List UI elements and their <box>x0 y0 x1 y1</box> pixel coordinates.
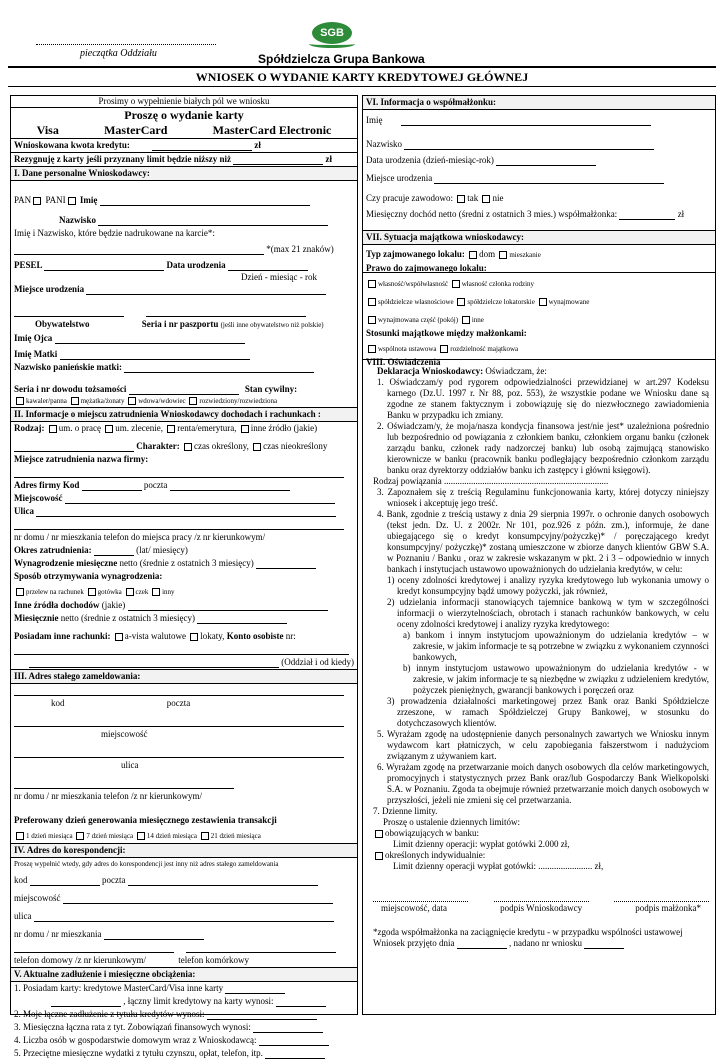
spouse-first-name-field[interactable] <box>401 116 651 126</box>
statement-label: Preferowany dzień generowania miesięcznego zestawienia transakcji <box>14 815 277 825</box>
applicant-signature-field[interactable] <box>494 892 589 902</box>
s4-house-field[interactable] <box>104 930 204 940</box>
resign-row: Rezygnuję z karty jeśli przyznany limit będzie niższy niż zł <box>11 153 357 167</box>
monthly-income-field[interactable] <box>197 614 287 624</box>
pesel-row: PESEL Data urodzenia <box>11 256 357 272</box>
s4-code-row: kod poczta <box>11 871 357 887</box>
maiden-row: Nazwisko panieńskie matki: <box>11 361 357 374</box>
other-method-checkbox[interactable] <box>152 588 160 596</box>
custom-limits-checkbox[interactable] <box>375 852 383 860</box>
other-income-field[interactable] <box>128 601 328 611</box>
statement-options: 1 dzień miesiąca 7 dzień miesiąca 14 dzień miesiąca 21 dzień miesiąca <box>11 827 357 844</box>
coop-ownership-checkbox[interactable] <box>368 298 376 306</box>
section-6-title: VI. Informacja o współmałżonku: <box>363 96 715 110</box>
pani-checkbox[interactable] <box>68 197 76 205</box>
mother-field[interactable] <box>60 350 250 360</box>
spouse-pob-row: Miejsce urodzenia <box>363 167 715 185</box>
s4-street-field[interactable] <box>34 912 334 922</box>
employer-postcode-field[interactable] <box>82 481 142 491</box>
s3-phone-field[interactable] <box>14 779 234 789</box>
received-date-field[interactable] <box>457 939 507 949</box>
monthly-row: Miesięcznie netto (średnie z ostatnich 3 miesięcy) <box>11 612 357 625</box>
employer-label: Miejsce zatrudnienia nazwa firmy: <box>14 454 149 464</box>
declaration-7d-row: określonych indywidualnie: <box>373 850 709 861</box>
character-row: Charakter: czas określony, czas nieokreślony <box>11 435 357 453</box>
employer-street-field[interactable] <box>36 507 336 517</box>
ownership-label: Prawo do zajmowanego lokalu: <box>366 263 487 273</box>
expenses-field[interactable] <box>265 1049 325 1059</box>
s4-city-field[interactable] <box>63 894 333 904</box>
statement-day7-checkbox[interactable] <box>76 832 84 840</box>
property-relations-row: wspólnota ustawowa rozdzielność majątkowa <box>363 340 715 356</box>
s4-city-row: miejscowość <box>11 887 357 905</box>
pob-row: Miejsce urodzenia <box>11 283 357 296</box>
s3-city-field[interactable] <box>14 717 344 727</box>
passport-field[interactable] <box>146 307 306 317</box>
employer-field-row <box>11 466 357 479</box>
declaration-3: 3. Zapoznałem się z treścią Regulaminu funkcjonowania karty, której dotyczy niniejszy wniosek i akceptuję jego treść. <box>377 487 709 508</box>
left-column <box>10 95 358 1058</box>
total-debt-field[interactable] <box>207 1010 317 1020</box>
mandate-contract-checkbox[interactable] <box>105 425 113 433</box>
s4-house-row: nr domu / nr mieszkania <box>11 923 357 941</box>
spouse-surname-row: Nazwisko <box>363 127 715 151</box>
s4-phones-row <box>11 941 357 954</box>
spouse-income-field[interactable] <box>619 210 675 220</box>
debt-1b-row: , łączny limit kredytowy na karty wynosi: <box>11 995 357 1008</box>
coop-tenant-checkbox[interactable] <box>457 298 465 306</box>
pension-checkbox[interactable] <box>167 425 175 433</box>
stamp-line <box>36 44 216 45</box>
declaration-7c: Limit dzienny operacji: wypłat gotówki 2.000 zł, <box>393 839 570 849</box>
flat-checkbox[interactable] <box>499 251 507 259</box>
maiden-field[interactable] <box>124 363 314 373</box>
spouse-surname-field[interactable] <box>404 140 654 150</box>
declaration-5: 5. Wyrażam zgodę na udostępnienie danych personalnych zawartych we Wniosku innym wydawcom kart płatniczych, w celu zapobiegania fałszerstwom i nadużyciom związanym z używaniem kart. <box>377 729 709 761</box>
ownership-row-1: własność/współwłasność własność członka rodziny <box>363 275 715 291</box>
salary-method-options: przelew na rachunek gotówka czek inny <box>11 583 357 599</box>
dob-hint: Dzień - miesiąc - rok <box>241 272 317 282</box>
spouse-dob-field[interactable] <box>496 156 596 166</box>
rented-checkbox[interactable] <box>539 298 547 306</box>
ownership-other-checkbox[interactable] <box>462 316 470 324</box>
s4-phone-labels: telefon domowy /z nr kierunkowym/ telefon komórkowy <box>11 954 357 968</box>
s4-mobile-phone-field[interactable] <box>186 943 336 953</box>
employer-post-field[interactable] <box>170 481 290 491</box>
declaration-4-1: 1) oceny zdolności kredytowej i analizy ryzyka kredytowego lub wykonania umowy o kredyt konsumpcyjny bądź umowy pożyczki, jak również, <box>387 575 709 596</box>
deposit-checkbox[interactable] <box>190 633 198 641</box>
accounts-row: Posiadam inne rachunki: a-vista walutowe lokaty, Konto osobiste nr: <box>14 631 296 641</box>
credit-amount-field[interactable] <box>152 141 252 151</box>
other-source-checkbox[interactable] <box>241 425 249 433</box>
declaration-4: 4. Bank, zgodnie z treścią ustawy z dnia 29 sierpnia 1997r. o ochronie danych osobowych (tekst jedn. Dz. U. z 2002r. Nr 101, poz.926 z późn. zm.), informuje, że dane ubiegającego się o kredyt konsumpcyjny/pożyczkę)* / poręczającego kredyt konsumpcyjny/ pożyczkę)* zostaną umieszczone w zbiorze danych klientów GBW S.A. w Poznaniu / Banku , oraz w zakresie wskazanym w pkt. 2 i 3 – odpowiednio w innych bankach i instytucjach ustawowo upoważnionych do udzielania kredytów, w celu: <box>377 509 709 574</box>
id-field[interactable] <box>129 385 239 395</box>
debt-5-row: 5. Przeciętne miesięczne wydatki z tytułu czynszu, opłat, telefon, itp. <box>11 1047 357 1060</box>
house-checkbox[interactable] <box>469 251 477 259</box>
s3-city-row <box>11 710 357 728</box>
card-type-row <box>11 123 357 139</box>
debt-1-row: 1. Posiadam karty: kredytowe MasterCard/Visa inne karty <box>11 982 357 995</box>
declaration-6: 6. Wyrażam zgodę na przetwarzanie moich danych osobowych dla celów marketingowych, promocyjnych i statystycznych przez Bank oraz/lub Gospodarczy Bank Wielkopolski S.A. w Poznaniu. Zgoda ta obejmuje również przetwarzanie moich danych osobowych w przyszłości, jeżeli nie zmieni się cel przetwarzania. <box>377 762 709 805</box>
other-cards-field[interactable] <box>225 984 285 994</box>
surname-field[interactable] <box>98 216 328 226</box>
account-nr-field[interactable] <box>14 645 349 655</box>
sgb-logo <box>300 22 355 48</box>
property-relations-label: Stosunki majątkowe między małżonkami: <box>366 328 527 338</box>
father-row: Imię Ojca <box>11 332 357 345</box>
card-type-mastercard[interactable]: MasterCard <box>104 123 168 137</box>
card-name-label: Imię i Nazwisko, które będzie nadrukowane na karcie*: <box>14 228 215 238</box>
s3-street-label: ulica <box>121 760 139 770</box>
rented-room-checkbox[interactable] <box>368 316 376 324</box>
s4-post-field[interactable] <box>128 876 318 886</box>
pan-checkbox[interactable] <box>33 197 41 205</box>
declaration-4-2a: a) bankom i innym instytucjom upoważnionym do udzielania kredytów – w zakresie, w jakim informacje te są potrzebne w związku z wykonaniem czynności bankowych, <box>403 630 709 662</box>
debt-2-row: 2. Moje łączne zadłużenie z tytułu kredytów wynosi: <box>11 1008 357 1021</box>
ownership-own-checkbox[interactable] <box>368 280 376 288</box>
employment-contract-checkbox[interactable] <box>49 425 57 433</box>
spouse-works-no-checkbox[interactable] <box>482 195 490 203</box>
spouse-works-yes-checkbox[interactable] <box>457 195 465 203</box>
mother-row: Imię Matki <box>11 345 357 361</box>
cards-limit-field[interactable] <box>276 997 326 1007</box>
salary-row: Wynagrodzenie miesięczne netto (średnie z ostatnich 3 miesięcy) <box>11 557 357 570</box>
citizenship-labels: Obywatelstwo Seria i nr paszportu (jeśli inne obywatelstwo niż polskie) <box>35 319 324 329</box>
cards-count-field[interactable] <box>51 997 121 1007</box>
fx-account-checkbox[interactable] <box>115 633 123 641</box>
card-name-row: *(max 21 znaków) <box>11 240 357 256</box>
household-field[interactable] <box>259 1036 329 1046</box>
section-3-title: III. Adres stałego zameldowania: <box>11 670 357 684</box>
s3-city-label: miejscowość <box>101 729 148 739</box>
s3-phone-row <box>11 772 357 790</box>
s3-street-field[interactable] <box>14 748 344 758</box>
spouse-name-row: Imię <box>363 110 715 127</box>
marital-single-checkbox[interactable] <box>16 397 24 405</box>
spouse-income-row: Miesięczny dochód netto (średni z ostatnich 3 mies.) współmałżonka: zł <box>366 209 685 219</box>
spouse-dob-row: Data urodzenia (dzień-miesiąc-rok) <box>363 151 715 167</box>
s3-code-row <box>11 684 357 697</box>
marital-married-checkbox[interactable] <box>71 397 79 405</box>
application-number-field[interactable] <box>584 939 624 949</box>
employer-address-row: Adres firmy Kod poczta <box>11 479 357 492</box>
debt-3-row: 3. Miesięczna łączna rata z tyt. Zobowiązań finansowych wynosi: <box>11 1021 357 1034</box>
marital-divorced-checkbox[interactable] <box>189 397 197 405</box>
section-1-title: I. Dane personalne Wnioskodawcy: <box>11 167 357 181</box>
pesel-field[interactable] <box>44 261 164 271</box>
salary-field[interactable] <box>256 559 316 569</box>
id-row: Seria i nr dowodu tożsamości Stan cywilny: <box>14 384 298 394</box>
declaration-2: 2. Oświadczam/y, że moja/nasza kondycja finansowa jest/nie jest* uzależniona pośrednio lub bezpośrednio od powiązania z członkiem banku, członkiem organu banku (członek zarządu banku, członek rady nadzorczej banku) lub osobą zajmującą stanowisko kierownicze w banku (pracownik banku podległający bezpośrednio członkom zarządu banku oraz dyrektorzy oddziałów banku ich zastępcy i główni księgowi). <box>377 421 709 475</box>
ownership-row-2: spółdzielcze własnościowe spółdzielcze lokatorskie wynajmowane <box>363 291 715 309</box>
debt-4-row: 4. Liczba osób w gospodarstwie domowym wraz z Wnioskodawcą: <box>11 1034 357 1047</box>
declaration-7: 7. Dzienne limity. <box>373 806 438 816</box>
first-name-field[interactable] <box>100 196 310 206</box>
document-title: WNIOSEK O WYDANIE KARTY KREDYTOWEJ GŁÓWNEJ <box>8 66 716 87</box>
marital-widowed-checkbox[interactable] <box>128 397 136 405</box>
declaration-title-row: Deklaracja Wnioskodawcy: Oświadczam, że: <box>377 366 547 376</box>
spouse-works-row: Czy pracuje zawodowo: tak nie <box>366 193 504 203</box>
section-5-title: V. Aktualne zadłużenie i miesięczne obciążenia: <box>11 968 357 982</box>
joint-property-checkbox[interactable] <box>368 345 376 353</box>
s4-home-phone-field[interactable] <box>14 943 174 953</box>
employer-phone-field[interactable] <box>14 520 344 530</box>
section-4-title: IV. Adres do korespondencji: <box>11 844 357 858</box>
brand-name: Spółdzielcza Grupa Bankowa <box>258 52 425 66</box>
employment-period-row: Okres zatrudnienia: (lat/ miesięcy) <box>14 545 188 555</box>
employer-field[interactable] <box>14 468 344 478</box>
declaration-2b: Rodzaj powiązania ......................................................................... <box>373 476 609 486</box>
declarations-box <box>362 360 716 1015</box>
section-8-title: VIII. Oświadczenia <box>366 357 441 367</box>
rodzaj-row: Rodzaj: um. o pracę um. zlecenie, renta/emerytura, inne źródło (jakie) <box>14 423 318 433</box>
indefinite-checkbox[interactable] <box>253 443 261 451</box>
account-branch-field[interactable] <box>29 658 279 668</box>
declaration-7e: Limit dzienny operacji wypłat gotówki: ........................ zł, <box>393 861 604 871</box>
sgb-logo-icon: SGB <box>312 22 352 44</box>
signature-lines <box>373 892 709 902</box>
employer-city-row: Miejscowość <box>11 492 357 505</box>
card-name-field[interactable] <box>14 245 264 255</box>
housing-type-row: Typ zajmowanego lokalu: dom mieszkanie <box>366 249 541 259</box>
other-income-row: Inne źródła dochodów (jakie) <box>11 599 357 612</box>
s4-hint: Proszę wypełnić wtedy, gdy adres do korespondencji jest inny niż adres stałego zameldowania <box>14 860 279 868</box>
stamp-label: pieczątka Oddziału <box>80 48 157 59</box>
father-field[interactable] <box>55 334 245 344</box>
salary-method-label: Sposób otrzymywania wynagrodzenia: <box>14 571 163 581</box>
s4-street-row: ulica <box>11 905 357 923</box>
credit-amount-row: Wnioskowana kwota kredytu: zł <box>11 139 357 153</box>
s3-address-hint: nr domu / nr mieszkania telefon /z nr kierunkowym/ <box>14 791 202 801</box>
other-source-field[interactable] <box>14 442 134 452</box>
separate-property-checkbox[interactable] <box>440 345 448 353</box>
ownership-row-3: wynajmowana część (pokój) inne <box>363 309 715 327</box>
ownership-family-checkbox[interactable] <box>452 280 460 288</box>
spouse-signature-field[interactable] <box>614 892 709 902</box>
marital-options: kawaler/panna mężatka/żonaty wdowa/wdowiec rozwiedziony/rozwiedziona <box>11 396 357 408</box>
section-7-title: VII. Sytuacja majątkowa wnioskodawcy: <box>363 230 715 245</box>
property-box <box>362 230 716 367</box>
s4-code-field[interactable] <box>30 876 100 886</box>
place-date-field[interactable] <box>373 892 468 902</box>
s3-code-field[interactable] <box>14 686 344 696</box>
citizenship-field[interactable] <box>14 307 124 317</box>
declaration-7a: Proszę o ustalenie dziennych limitów: <box>383 817 520 827</box>
card-type-mastercard-electronic[interactable]: MasterCard Electronic <box>212 123 332 137</box>
request-title: Proszę o wydanie karty <box>124 108 244 122</box>
declaration-1: 1. Oświadczam/y pod rygorem odpowiedzialności przewidzianej w art.297 Kodeksu karnego (Dz.U. 1997 r. Nr 88, poz. 553), że wszystkie podane we Wniosku dane są zgodne ze stanem faktycznym i zobowiązuję się do niezwłocznego zawiadomienia Banku w przypadku ich zmiany. <box>377 377 709 420</box>
footnote: *zgoda współmałżonka na zaciągnięcie kredytu - w przypadku wspólności ustawowej <box>373 927 683 937</box>
surname-row: Nazwisko <box>11 207 357 227</box>
employer-phone-row <box>11 518 357 531</box>
employment-period-field[interactable] <box>94 546 134 556</box>
resign-limit-field[interactable] <box>233 155 323 165</box>
card-type-visa[interactable]: Visa <box>36 123 59 137</box>
received-row: Wniosek przyjęto dnia , nadano nr wniosku <box>373 938 709 949</box>
account-nr-row <box>11 643 357 656</box>
spouse-pob-field[interactable] <box>434 174 664 184</box>
declaration-4-2: 2) udzielania informacji stanowiących tajemnice bankową w tym w szczególności informacji o wierzytelnościach, obrotach i stanach rachunków bankowych, w celu oceny zdolności kredytowej i analizy ryzyka kredytowego: <box>387 597 709 629</box>
section-2-title: II. Informacje o miejscu zatrudnienia Wnioskodawcy dochodach i rachunkach : <box>11 408 357 422</box>
statement-day14-checkbox[interactable] <box>137 832 145 840</box>
cash-checkbox[interactable] <box>88 588 96 596</box>
s3-street-row <box>11 741 357 759</box>
employer-address-hint: nr domu / nr mieszkania telefon do miejsca pracy /z nr kierunkowym/ <box>14 532 266 542</box>
employer-street-row: Ulica <box>11 505 357 518</box>
statement-day1-checkbox[interactable] <box>16 832 24 840</box>
statement-day21-checkbox[interactable] <box>201 832 209 840</box>
fixed-term-checkbox[interactable] <box>184 443 192 451</box>
dob-field[interactable] <box>228 261 308 271</box>
cheque-checkbox[interactable] <box>126 588 134 596</box>
s3-code-labels: kod poczta <box>51 698 191 708</box>
citizenship-fields <box>11 296 357 318</box>
signature-labels: miejscowość, data podpis Wnioskodawcy podpis małżonka* <box>381 903 701 913</box>
bank-limits-checkbox[interactable] <box>375 830 383 838</box>
name-row: PAN PANI Imię <box>11 181 357 207</box>
instruction: Prosimy o wypełnienie białych pól we wniosku <box>11 96 357 108</box>
employer-city-field[interactable] <box>65 494 335 504</box>
account-branch-row: (Oddział i od kiedy) <box>11 656 357 670</box>
monthly-installment-field[interactable] <box>253 1023 323 1033</box>
declaration-7b-row: obowiązujących w banku: <box>373 828 709 839</box>
pob-field[interactable] <box>86 285 326 295</box>
transfer-checkbox[interactable] <box>16 588 24 596</box>
declaration-4-3: 3) prowadzenia działalności marketingowej przez Bank oraz Banki Spółdzielcze zrzeszone, w ramach Spółdzielczej Grupy Bankowej, w stosunku do dotychczasowych klientów. <box>387 696 709 728</box>
declaration-4-2b: b) innym instytucjom ustawowo upoważnionym do udzielania kredytów - w zakresie, w jakim informacje te są niezbędne w związku z udzieleniem kredytów, pożyczek pieniężnych, gwarancji bankowych i poręczeń oraz <box>403 663 709 695</box>
